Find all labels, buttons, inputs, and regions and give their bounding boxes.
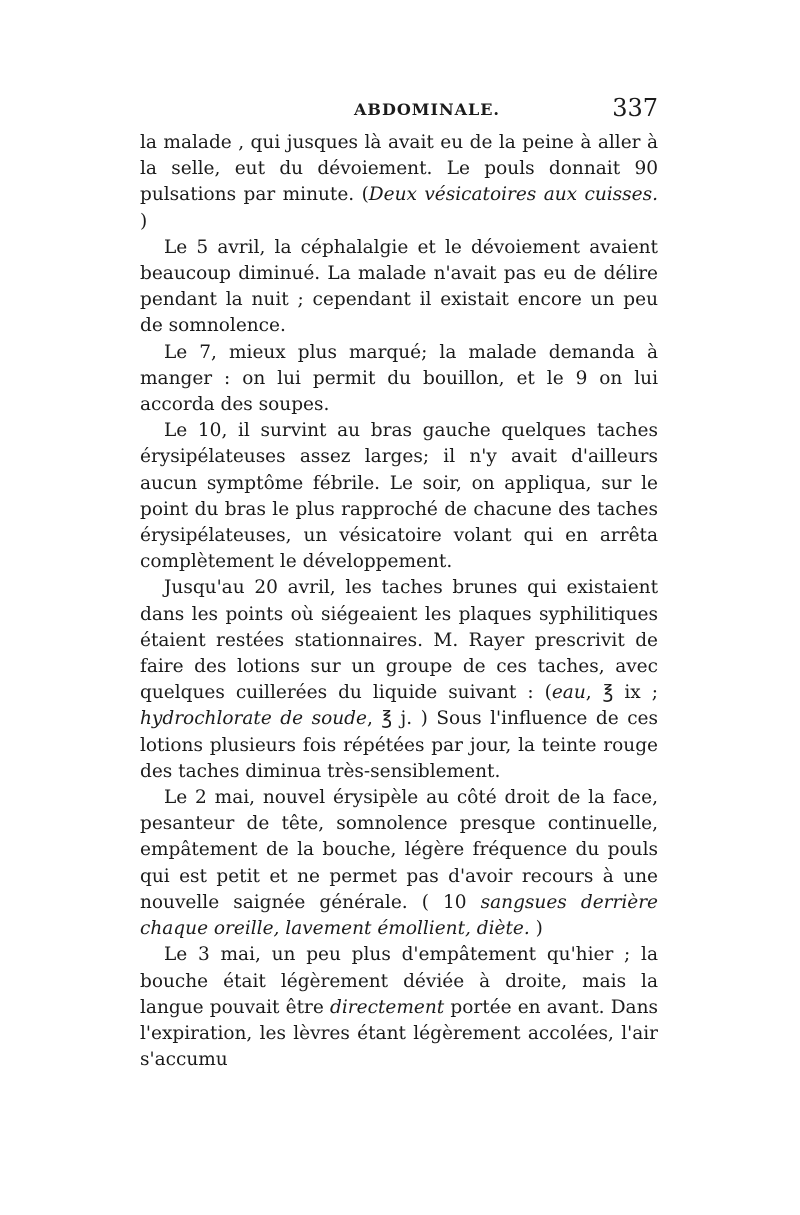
paragraph [140, 575, 658, 785]
text-run: , ℥ ix ; [585, 682, 658, 704]
paragraph [140, 785, 658, 942]
paragraph [140, 418, 658, 575]
text-run: , ℥ j. ) Sous l'influence de ces lotions plusieurs fois répétées par jour, la teinte rouge des taches diminua très-sensiblement. [140, 708, 659, 782]
text-run: la malade , qui jusques là avait eu de la peine à aller à la selle, eut du dévoiement. Le pouls donnait 90 pulsations par minute. ( [140, 132, 658, 206]
text-run: portée en avant. Dans l'expiration, les lèvres étant légèrement accolées, l'air s'accumu [140, 996, 658, 1071]
page-header [140, 94, 658, 130]
paragraph [140, 340, 658, 419]
text-run: Le 5 avril, la céphalalgie et le dévoiement avaient beaucoup diminué. La malade n'avait pas eu de délire pendant la nuit ; cependant il existait encore un peu de somnolence. [140, 236, 658, 337]
italic-text: Deux vésicatoires aux cuisses. [368, 184, 658, 206]
italic-text: directement [330, 996, 445, 1018]
text-run: ) [529, 918, 543, 940]
body-text [140, 130, 658, 1073]
italic-text: sangsues derrière chaque oreille, lavement émollient, diète. [140, 891, 658, 940]
paragraph [140, 130, 658, 235]
text-run: Jusqu'au 20 avril, les taches brunes qui existaient dans les points où siégeaient les plaques syphilitiques étaient restées stationnaires. M. Rayer prescrivit de faire des lotions sur un groupe de ces taches, avec quelques cuillerées du liquide suivant : ( [140, 577, 658, 704]
text-run: ) [140, 210, 148, 232]
running-head: ABDOMINALE. [354, 100, 500, 119]
text-run: Le 2 mai, nouvel érysipèle au côté droit de la face, pesanteur de tête, somnolence presque continuelle, empâtement de la bouche, légère fréquence du pouls qui est petit et ne permet pas d'avoir recours à une nouvelle saignée générale. ( 10 [140, 787, 658, 913]
page-number: 337 [612, 94, 658, 122]
paragraph [140, 942, 658, 1073]
italic-text: eau [551, 682, 586, 704]
text-run: Le 3 mai, un peu plus d'empâtement qu'hier ; la bouche était légèrement déviée à droite, mais la langue pouvait être [140, 944, 658, 1018]
paragraph [140, 235, 658, 340]
italic-text: hydrochlorate de soude [140, 708, 367, 730]
text-run: Le 7, mieux plus marqué; la malade demanda à manger : on lui permit du bouillon, et le 9 on lui accorda des soupes. [140, 341, 658, 416]
text-run: Le 10, il survint au bras gauche quelques taches érysipélateuses assez larges; il n'y avait d'ailleurs aucun symptôme fébrile. Le soir, on appliqua, sur le point du bras le plus rapproché de chacune des taches érysipélateuses, un vésicatoire volant qui en arrêta complètement le développement. [140, 420, 658, 573]
